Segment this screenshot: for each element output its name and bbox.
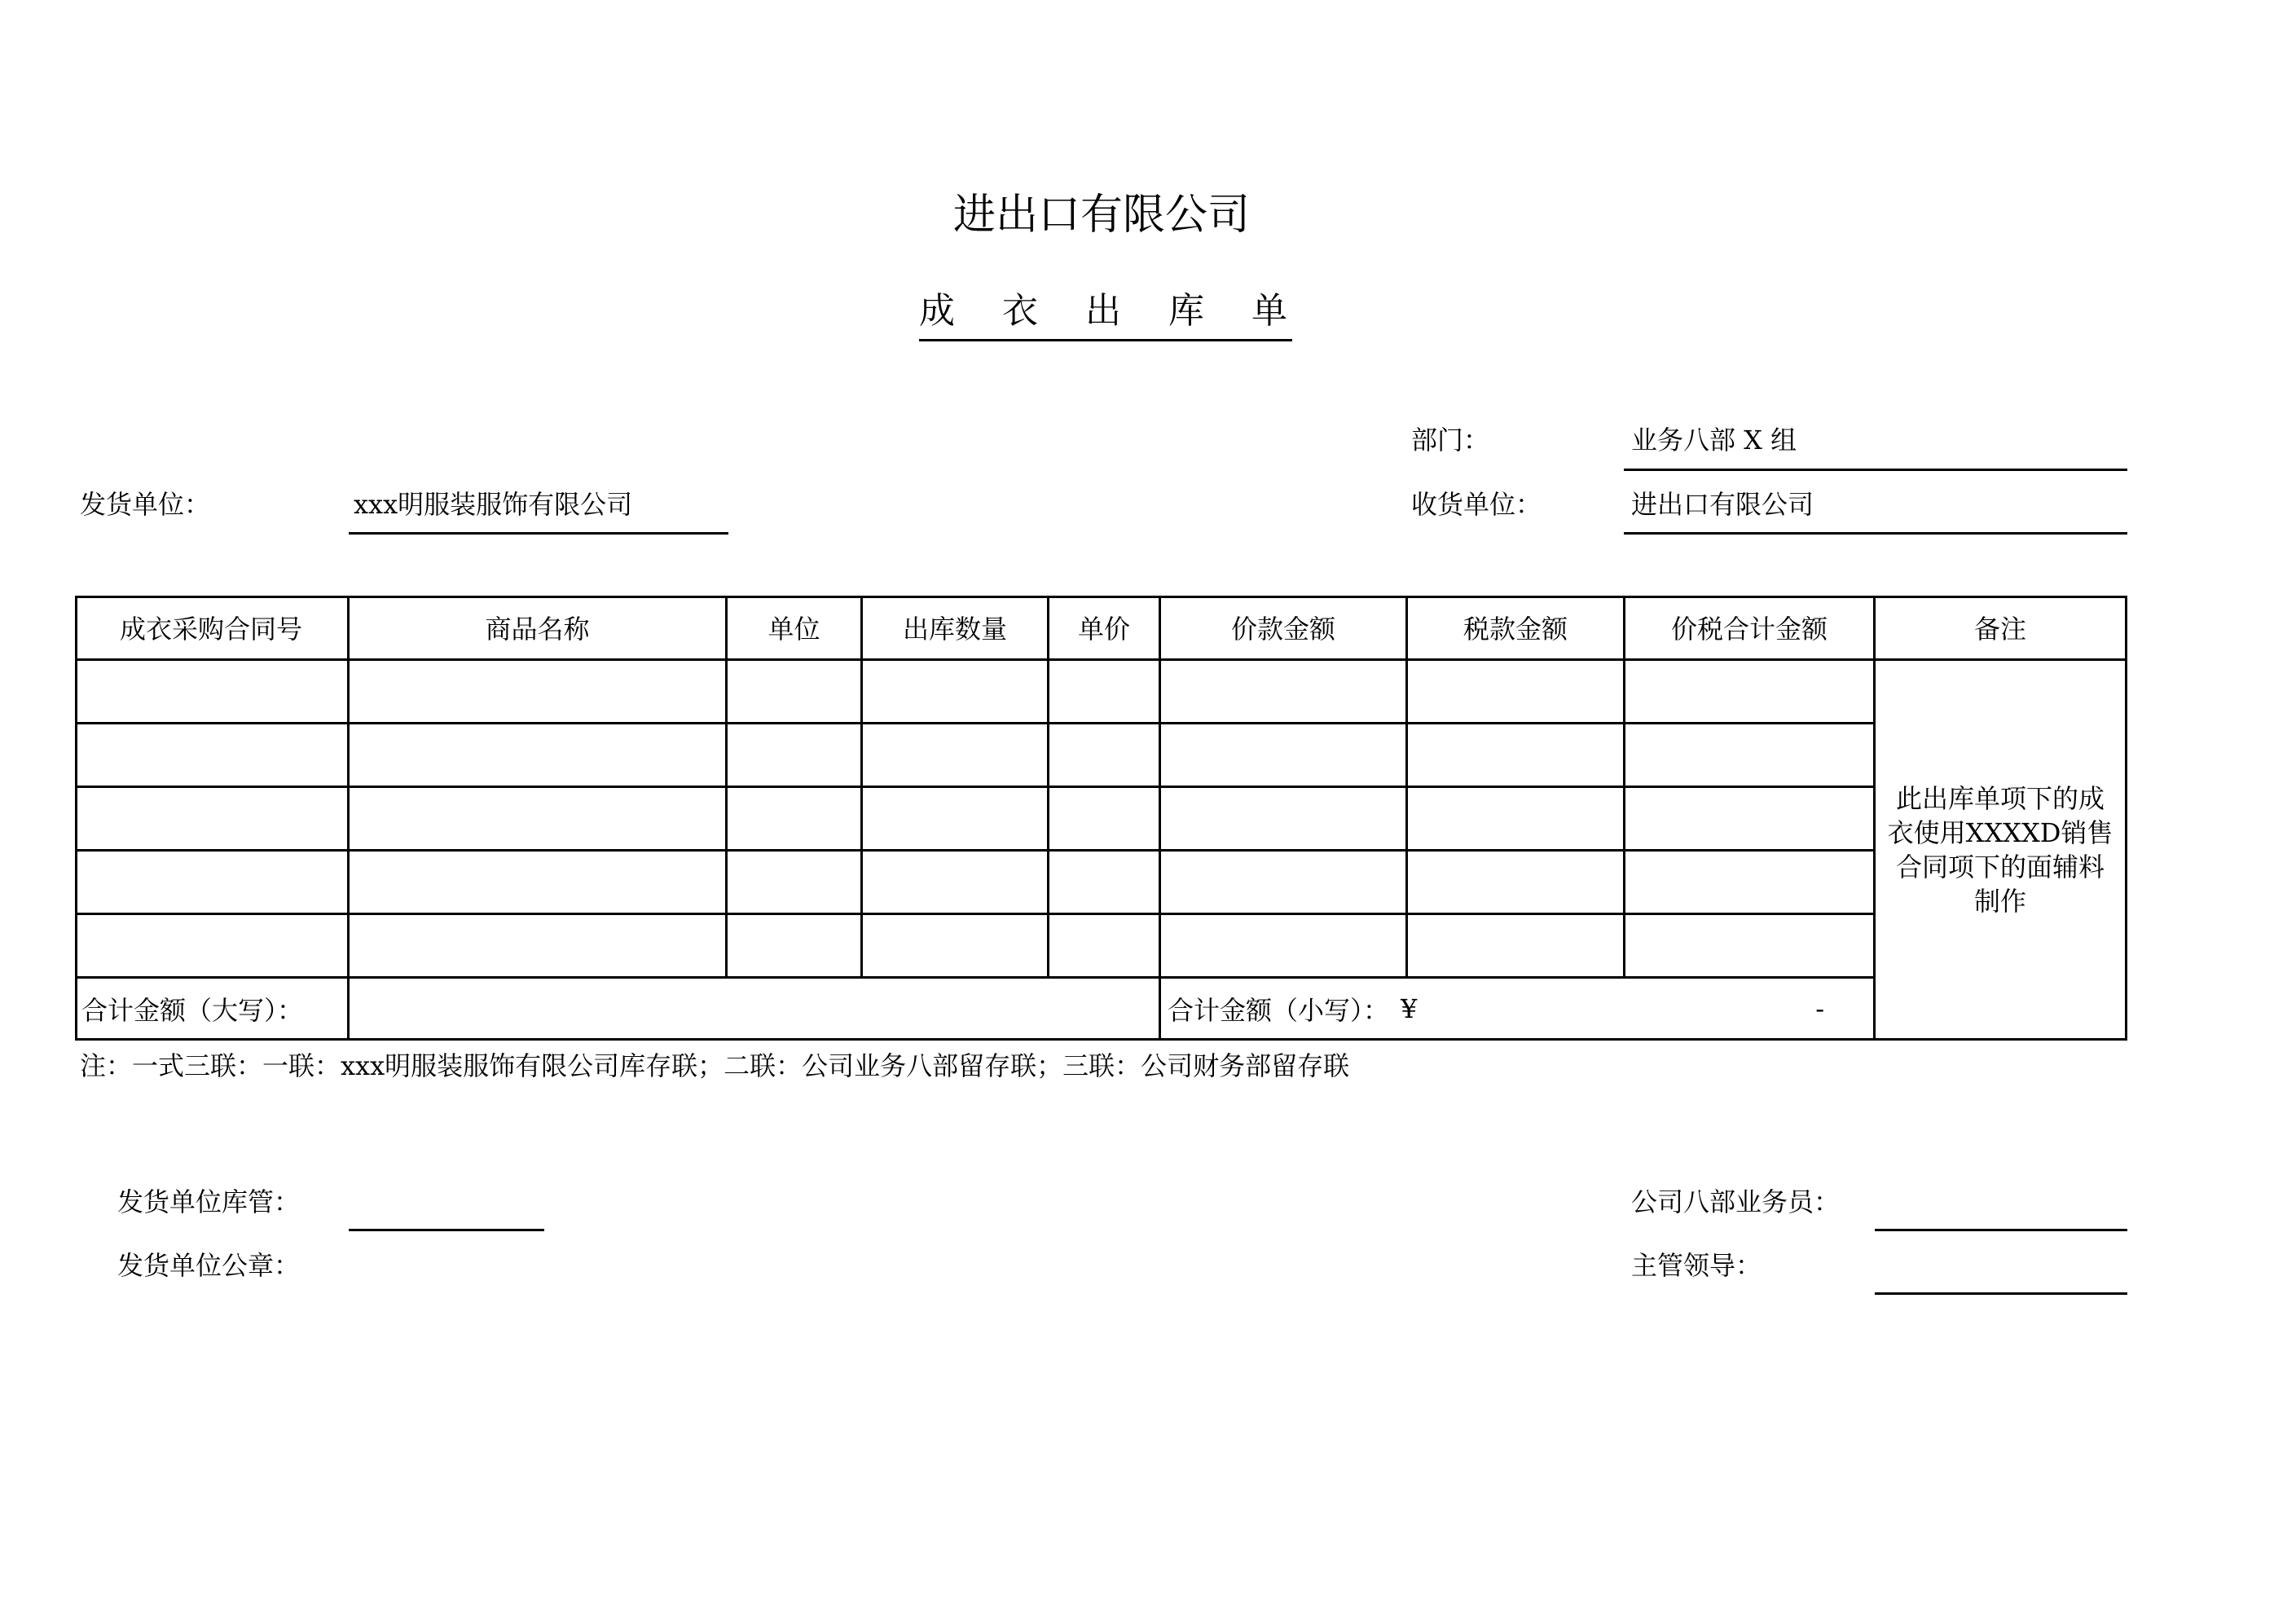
supervisor-label: 主管领导： xyxy=(1631,1250,1762,1281)
table-cell xyxy=(1625,915,1876,979)
table-cell xyxy=(350,788,728,852)
table-cell xyxy=(350,915,728,979)
receiver-label: 收货单位： xyxy=(1411,489,1542,520)
column-header: 备注 xyxy=(1876,596,2127,661)
table-cell xyxy=(863,915,1049,979)
title-char: 衣 xyxy=(1002,290,1038,332)
seal-label: 发货单位公章： xyxy=(117,1250,301,1281)
table-cell xyxy=(863,852,1049,915)
document-title xyxy=(919,288,1292,341)
table-cell xyxy=(1161,915,1408,979)
title-char: 出 xyxy=(1085,290,1121,332)
warehouse-keeper-label: 发货单位库管： xyxy=(117,1186,301,1217)
table-cell xyxy=(1161,852,1408,915)
column-header: 税款金额 xyxy=(1408,596,1625,661)
table-cell xyxy=(1049,852,1161,915)
table-cell xyxy=(75,724,350,788)
column-header: 单位 xyxy=(728,596,863,661)
dept-value: 业务八部 X 组 xyxy=(1631,425,1797,456)
table-cell xyxy=(75,852,350,915)
table-cell xyxy=(1625,788,1876,852)
warehouse-keeper-line xyxy=(349,1229,544,1231)
total-upper-value xyxy=(350,979,1161,1041)
table-cell xyxy=(863,788,1049,852)
currency-symbol: ¥ xyxy=(1401,992,1418,1024)
outbound-table xyxy=(75,596,2127,1041)
remark-text: 此出库单项下的成衣使用XXXXD销售合同项下的面辅料制作 xyxy=(1887,782,2113,917)
table-cell xyxy=(728,661,863,724)
salesman-line xyxy=(1875,1229,2127,1231)
column-header: 价税合计金额 xyxy=(1625,596,1876,661)
table-cell xyxy=(1625,724,1876,788)
receiver-underline xyxy=(1624,532,2127,535)
title-char: 成 xyxy=(919,290,955,332)
table-cell xyxy=(75,788,350,852)
table-cell xyxy=(350,852,728,915)
table-cell xyxy=(1049,915,1161,979)
dept-label: 部门： xyxy=(1411,425,1490,456)
sender-label: 发货单位： xyxy=(80,489,211,520)
table-cell xyxy=(350,661,728,724)
table-cell xyxy=(728,915,863,979)
table-cell xyxy=(1049,724,1161,788)
table-cell xyxy=(1408,915,1625,979)
table-cell xyxy=(1161,724,1408,788)
copy-note: 注：一式三联：一联：xxx明服装服饰有限公司库存联；二联：公司业务八部留存联；三联：公司财务部留存联 xyxy=(80,1050,1350,1081)
total-upper-label: 合计金额（大写）： xyxy=(75,979,350,1041)
dept-underline xyxy=(1624,469,2127,471)
table-cell xyxy=(1625,661,1876,724)
title-char: 单 xyxy=(1251,290,1287,332)
sender-underline xyxy=(349,532,728,535)
column-header: 价款金额 xyxy=(1161,596,1408,661)
table-cell xyxy=(1161,661,1408,724)
column-header: 成衣采购合同号 xyxy=(75,596,350,661)
table-cell xyxy=(75,661,350,724)
table-cell xyxy=(1408,788,1625,852)
table-cell xyxy=(1161,788,1408,852)
table-cell xyxy=(728,788,863,852)
remark-cell xyxy=(1876,661,2127,1041)
column-header: 单价 xyxy=(1049,596,1161,661)
column-header: 商品名称 xyxy=(350,596,728,661)
table-cell xyxy=(1625,852,1876,915)
column-header: 出库数量 xyxy=(863,596,1049,661)
title-char: 库 xyxy=(1168,290,1204,332)
total-lower-value: - xyxy=(1815,992,1824,1024)
table-cell xyxy=(1408,724,1625,788)
table-cell xyxy=(350,724,728,788)
company-name: 进出口有限公司 xyxy=(953,191,1251,240)
table-cell xyxy=(728,724,863,788)
table-cell xyxy=(863,661,1049,724)
sender-value: xxx明服装服饰有限公司 xyxy=(354,489,633,520)
total-lower-cell xyxy=(1161,979,1876,1041)
salesman-label: 公司八部业务员： xyxy=(1631,1186,1841,1217)
table-cell xyxy=(1408,852,1625,915)
table-cell xyxy=(75,915,350,979)
table-cell xyxy=(728,852,863,915)
supervisor-line xyxy=(1875,1292,2127,1295)
table-cell xyxy=(1049,661,1161,724)
table-cell xyxy=(863,724,1049,788)
table-cell xyxy=(1049,788,1161,852)
table-cell xyxy=(1408,661,1625,724)
receiver-value: 进出口有限公司 xyxy=(1631,489,1814,520)
total-lower-label: 合计金额（小写）： xyxy=(1168,994,1390,1026)
